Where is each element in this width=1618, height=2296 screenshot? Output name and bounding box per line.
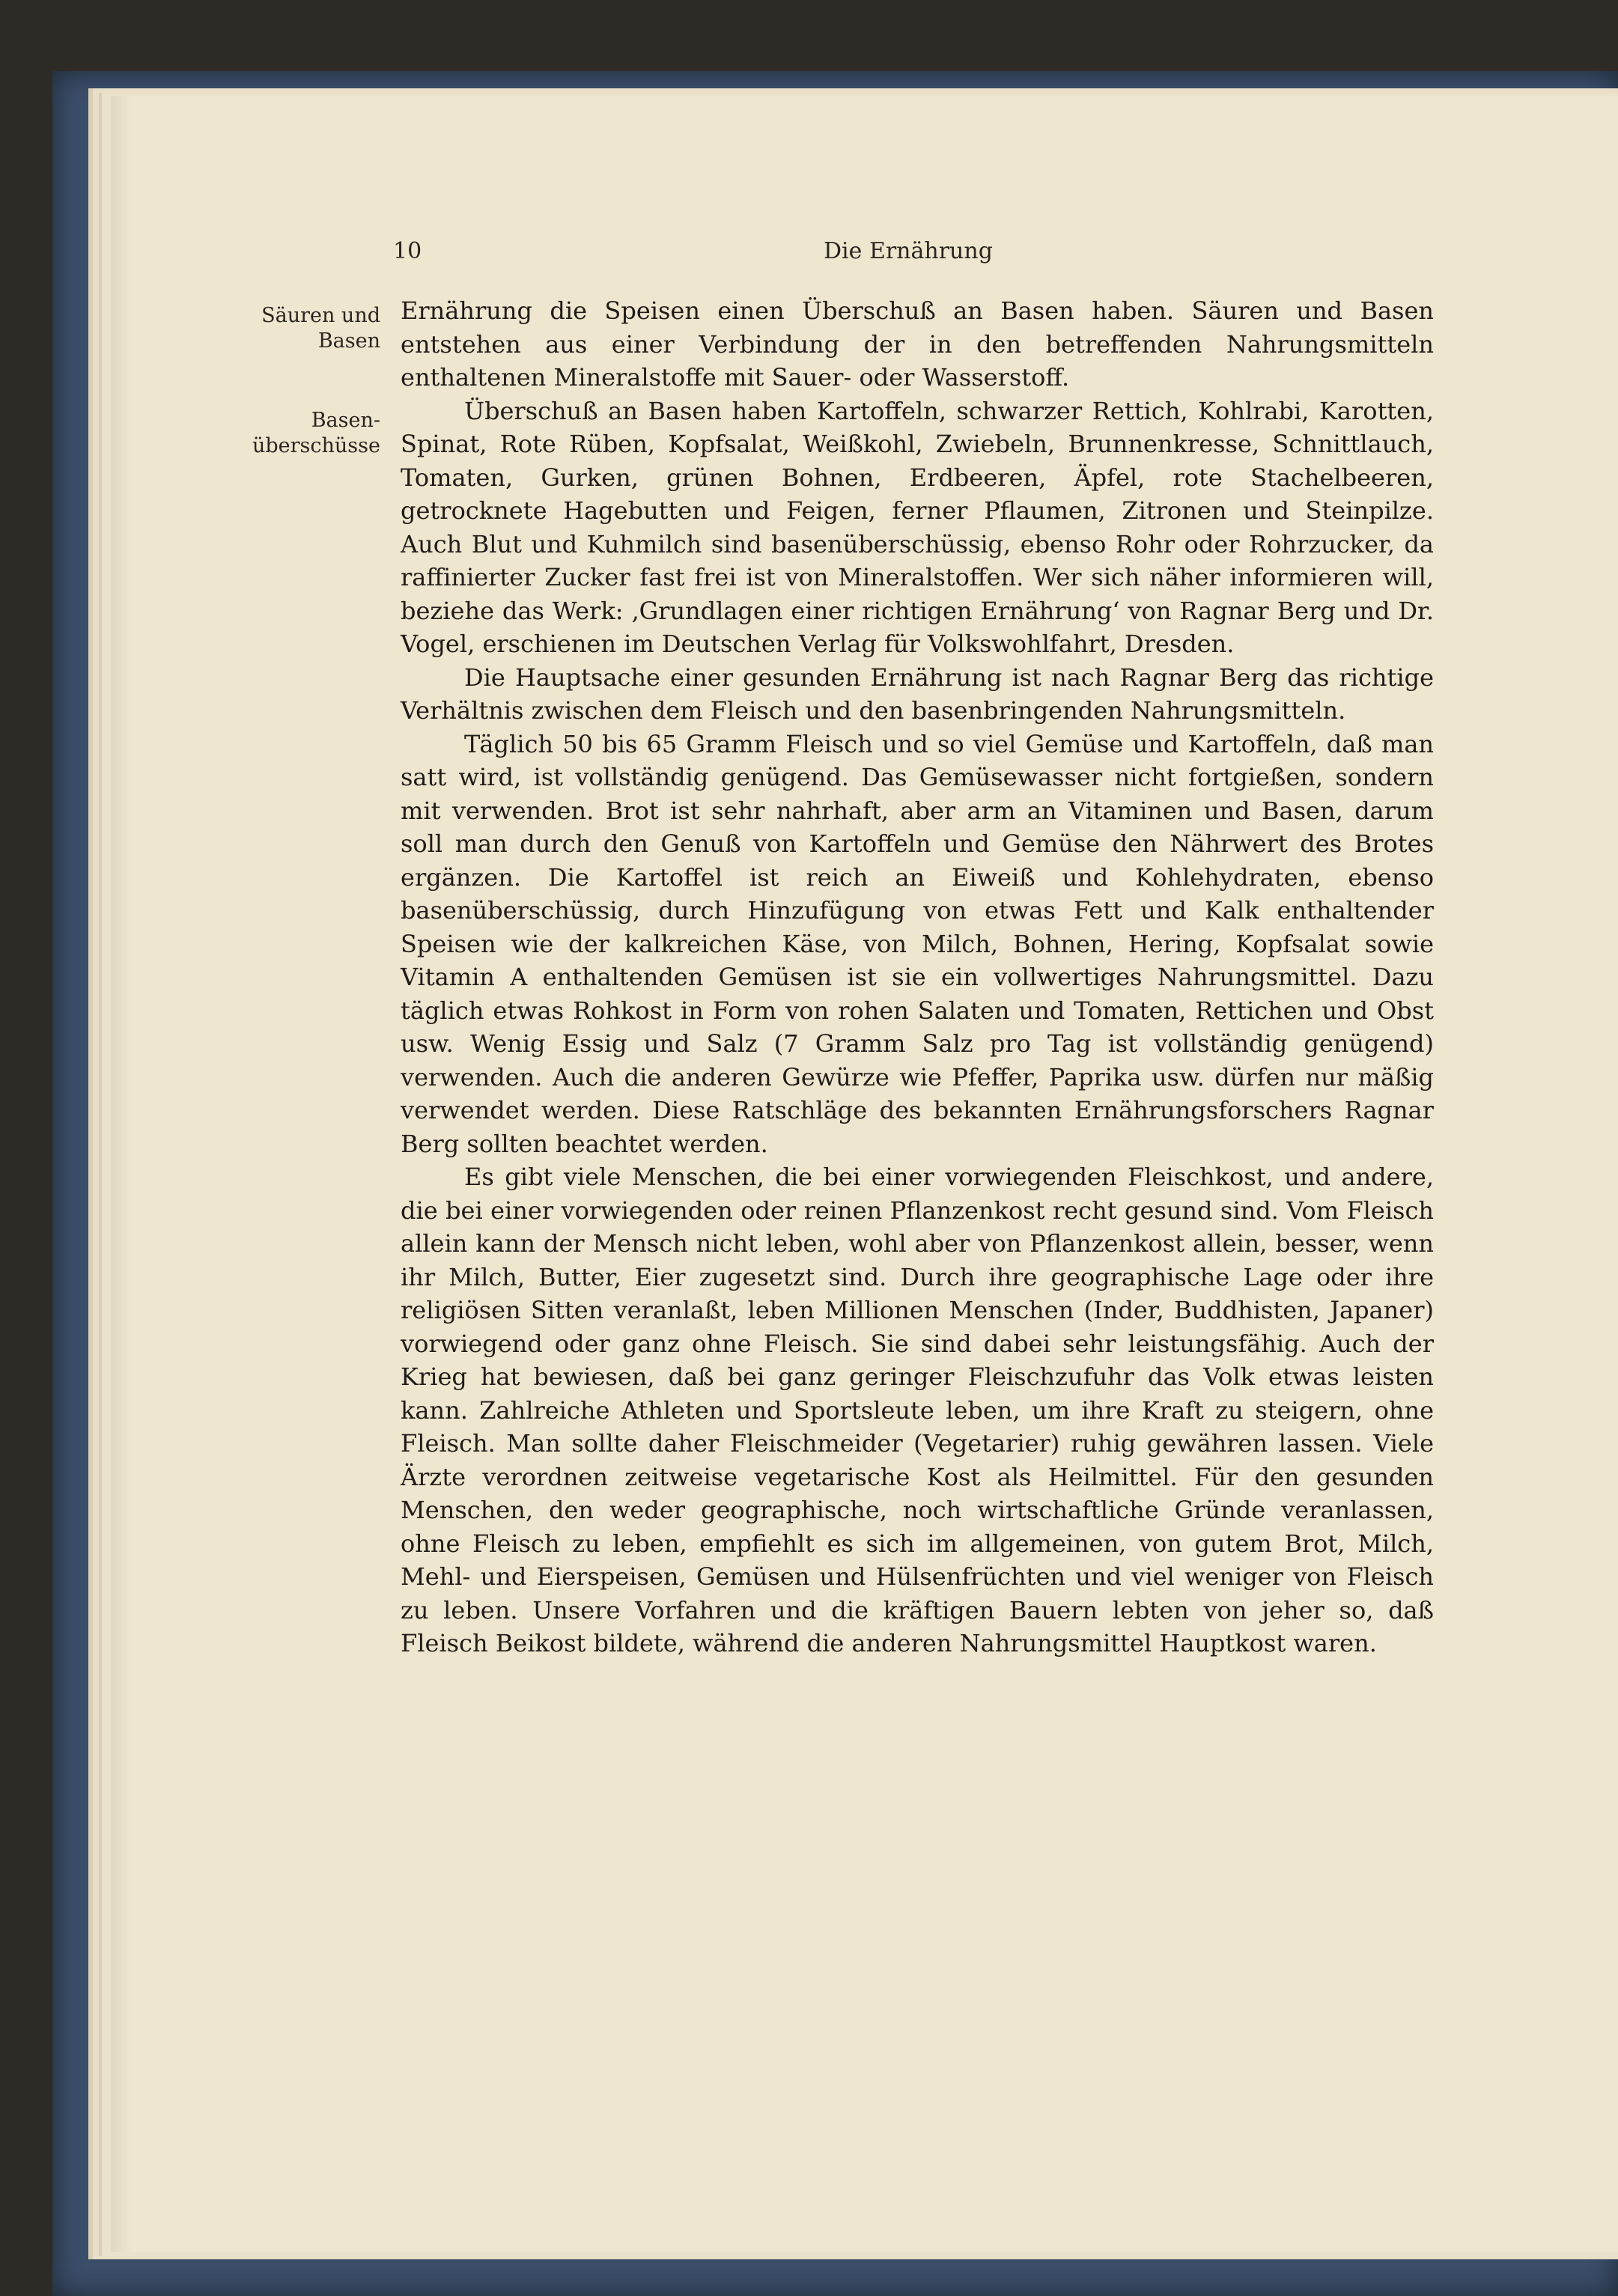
bleed-through-right	[1446, 786, 1618, 1160]
paragraph: Ernährung die Speisen einen Überschuß an Basen haben. Säuren und Basen entstehen aus einer Verbindung der in den betreffenden Nahrungsmitteln enthaltenen Mineralstoffe mit Sauer- oder Wasserstoff.	[401, 296, 1434, 392]
paragraph: Es gibt viele Menschen, die bei einer vorwiegenden Fleischkost, und andere, die bei einer vorwiegenden oder reinen Pflanzenkost recht gesund sind. Vom Fleisch allein kann der Mensch nicht leben, wohl aber von Pflanzenkost allein, besser, wenn ihr Milch, Butter, Eier zugesetzt sind. Durch ihre geographische Lage oder ihre religiösen Sitten veranlaßt, leben Millionen Menschen (Inder, Buddhisten, Japaner) vorwiegend oder ganz ohne Fleisch. Sie sind dabei sehr leistungsfähig. Auch der Krieg hat bewiesen, daß bei ganz geringer Fleischzufuhr das Volk etwas leisten kann. Zahlreiche Athleten und Sportsleute leben, um ihre Kraft zu steigern, ohne Fleisch. Man sollte daher Fleischmeider (Vegetarier) ruhig gewähren lassen. Viele Ärzte verordnen zeitweise vegetarische Kost als Heilmittel. Für den gesunden Menschen, den weder geographische, noch wirtschaftliche Gründe veranlassen, ohne Fleisch zu leben, empfiehlt es sich im allgemeinen, von gutem Brot, Milch, Mehl- und Eierspeisen, Gemüsen und Hülsenfrüchten und viel weniger von Fleisch zu leben. Unsere Vorfahren und die kräftigen Bauern lebten von jeher so, daß Fleisch Beikost bildete, während die anderen Nahrungsmittel Hauptkost waren.	[401, 1163, 1434, 1657]
margin-note-saeuren-basen: Säuren und Basen	[261, 304, 380, 353]
paragraph: Die Hauptsache einer gesunden Ernährung ist nach Ragnar Berg das richtige Verhältnis zwischen dem Fleisch und den basenbringenden Nahrungsmitteln.	[401, 663, 1434, 725]
running-title: Die Ernährung	[824, 238, 993, 264]
margin-note-basenueberschuesse: Basen-überschüsse	[252, 409, 380, 457]
paragraph: Überschuß an Basen haben Kartoffeln, schwarzer Rettich, Kohlrabi, Karotten, Spinat, Rote Rüben, Kopfsalat, Weißkohl, Zwiebeln, Brunnenkresse, Schnittlauch, Tomaten, Gurken, grünen Bohnen, Erdbeeren, Äpfel, rote Stachelbeeren, getrocknete Hagebutten und Feigen, ferner Pflaumen, Zitronen und Steinpilze. Auch Blut und Kuhmilch sind basenüberschüssig, ebenso Rohr oder Rohrzucker, da raffinierter Zucker fast frei ist von Mineralstoffen. Wer sich näher informieren will, beziehe das Werk: ‚Grundlagen einer richtigen Ernährung‘ von Ragnar Berg und Dr. Vogel, erschienen im Deutschen Verlag für Volkswohlfahrt, Dresden.	[401, 396, 1434, 658]
page-number: 10	[393, 238, 422, 264]
main-text	[401, 294, 1434, 1660]
paragraph: Täglich 50 bis 65 Gramm Fleisch und so viel Gemüse und Kartoffeln, daß man satt wird, ist vollständig genügend. Das Gemüsewasser nicht fortgießen, sondern mit verwenden. Brot ist sehr nahrhaft, aber arm an Vitaminen und Basen, darum soll man durch den Genuß von Kartoffeln und Gemüse den Nährwert des Brotes ergänzen. Die Kartoffel ist reich an Eiweiß und Kohlehydraten, ebenso basenüberschüssig, durch Hinzufügung von etwas Fett und Kalk enthaltender Speisen wie der kalkreichen Käse, von Milch, Bohnen, Hering, Kopfsalat sowie Vitamin A enthaltenden Gemüsen ist sie ein vollwertiges Nahrungsmittel. Dazu täglich etwas Rohkost in Form von rohen Salaten und Tomaten, Rettichen und Obst usw. Wenig Essig und Salz (7 Gramm Salz pro Tag ist vollständig genügend) verwenden. Auch die anderen Gewürze wie Pfeffer, Paprika usw. dürfen nur mäßig verwendet werden. Diese Ratschläge des bekannten Ernährungsforschers Ragnar Berg sollten beachtet werden.	[401, 729, 1434, 1158]
